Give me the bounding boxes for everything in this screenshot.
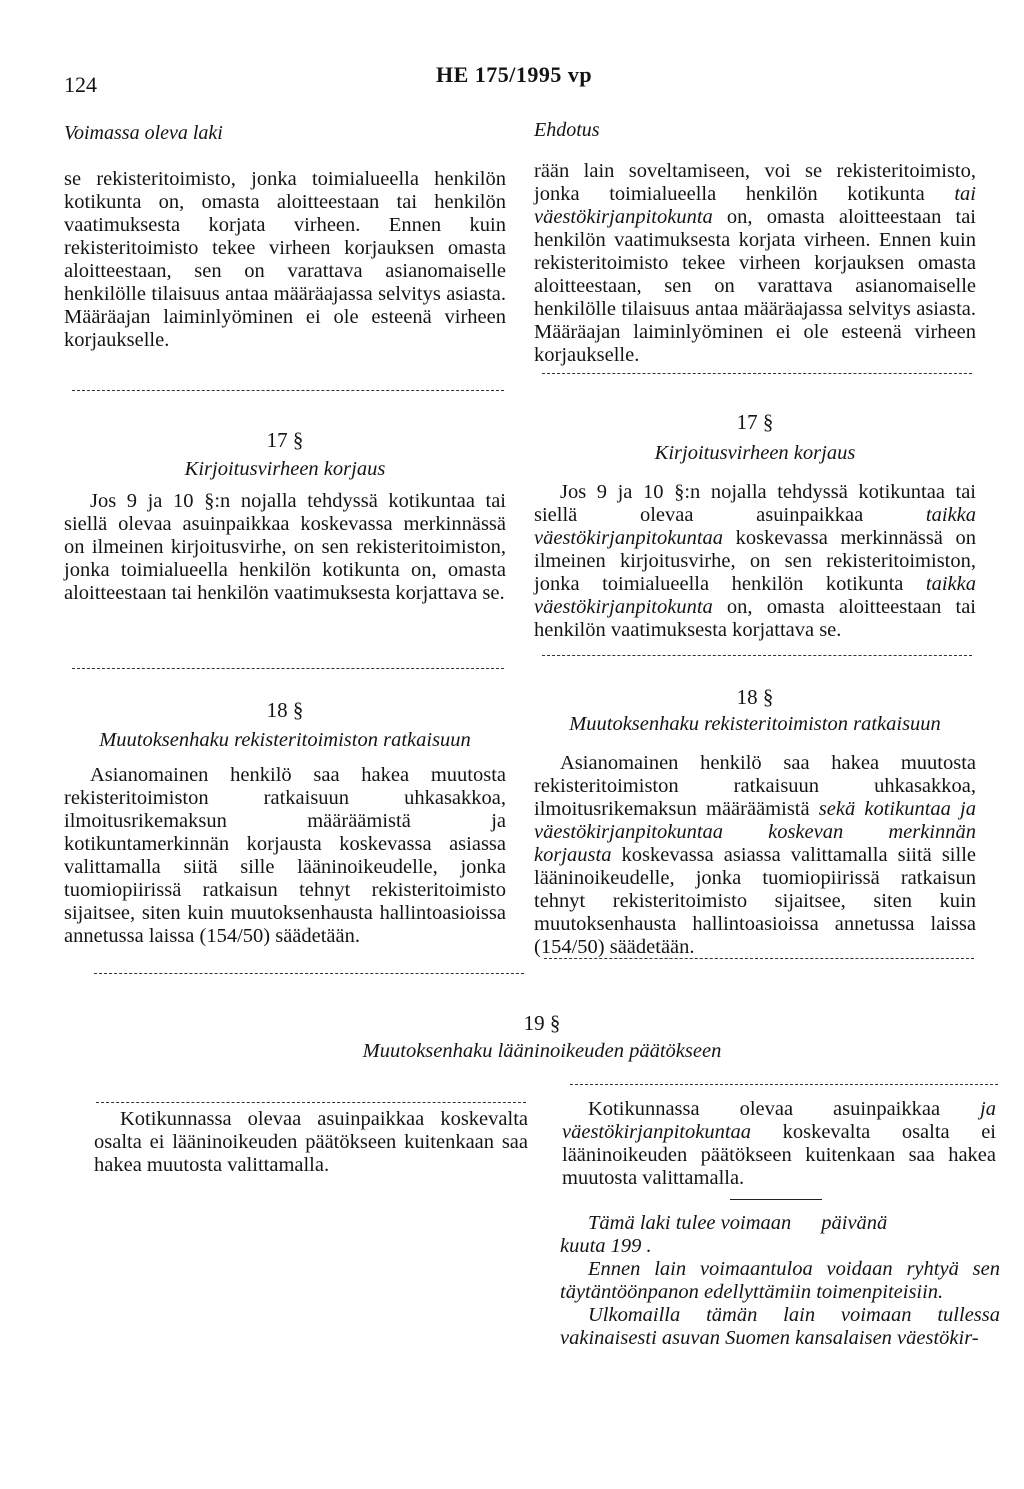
- right-section-19-text: Kotikunnassa olevaa asuinpaikkaa ja väestökirjanpitokuntaa koskevalta osalta ei lääninoikeuden päätökseen kuitenkaan saa hakea muutosta valittamalla.: [562, 1098, 996, 1189]
- left-separator-4: [96, 1102, 526, 1103]
- right-separator-4: [570, 1084, 998, 1085]
- right-section-17-number: 17 §: [736, 410, 774, 434]
- enactment-line-3: Ennen lain voimaantuloa voidaan ryhtyä sen täytäntöönpanon edellyttämiin toimenpiteisiin.: [560, 1258, 1000, 1303]
- document-id: HE 175/1995 vp: [436, 62, 593, 87]
- right-separator-2: [542, 655, 972, 656]
- enactment-line-2: kuuta 199 .: [560, 1235, 652, 1257]
- left-section-18-title: Muutoksenhaku rekisteritoimiston ratkaisuun: [99, 729, 471, 751]
- left-section-18-text: Asianomainen henkilö saa hakea muutosta rekisteritoimiston ratkaisuun uhkasakkoa, ilmoitusrikemaksun määräämistä ja kotikuntamerkinnän korjausta koskevassa asiassa valittamalla siitä sille lääninoikeudelle, jonka tuomiopiirissä ratkaisun tehnyt rekisteritoimisto sijaitsee, siten kuin muutoksenhausta hallintoasioissa annetussa laissa (154/50) säädetään.: [64, 764, 506, 947]
- enactment-clause: [560, 1212, 1000, 1350]
- right-section-17-text: Jos 9 ja 10 §:n nojalla tehdyssä kotikuntaa tai siellä olevaa asuinpaikkaa taikka väestökirjanpitokuntaa koskevassa merkinnässä on ilmeinen kirjoitusvirhe, on sen rekisteritoimiston, jonka toimialueella henkilön kotikunta taikka väestökirjanpitokunta on, omasta aloitteestaan tai henkilön vaatimuksesta korjattava se.: [534, 481, 976, 641]
- enactment-line-1: Tämä laki tulee voimaan: [588, 1212, 792, 1234]
- enactment-line-4: Ulkomailla tämän lain voimaan tullessa vakinaisesti asuvan Suomen kansalaisen väestökir-: [560, 1304, 1000, 1349]
- left-column-heading: Voimassa oleva laki: [64, 122, 223, 144]
- right-section-18-number: 18 §: [736, 685, 774, 709]
- page-number: 124: [64, 72, 97, 97]
- left-separator-1: [72, 390, 504, 391]
- section-19-title: Muutoksenhaku lääninoikeuden päätökseen: [362, 1040, 722, 1062]
- left-section-17-text: Jos 9 ja 10 §:n nojalla tehdyssä kotikuntaa tai siellä olevaa asuinpaikkaa koskevassa merkinnässä on ilmeinen kirjoitusvirhe, on sen rekisteritoimiston, jonka toimialueella henkilön kotikunta on, omasta aloitteestaan tai henkilön vaatimuksesta korjattava se.: [64, 490, 506, 604]
- left-separator-2: [72, 668, 504, 669]
- right-separator-1: [542, 373, 972, 374]
- section-19-number: 19 §: [523, 1011, 561, 1035]
- right-section-18-text: Asianomainen henkilö saa hakea muutosta rekisteritoimiston ratkaisuun uhkasakkoa, ilmoitusrikemaksun määräämistä sekä kotikuntaa ja väestökirjanpitokuntaa koskevan merkinnän korjausta koskevassa asiassa valittamalla siitä sille lääninoikeudelle, jonka tuomiopiirissä ratkaisun tehnyt rekisteritoimisto sijaitsee, siten kuin muutoksenhausta hallintoasioissa annetussa laissa (154/50) säädetään.: [534, 752, 976, 958]
- left-section-19-text: Kotikunnassa olevaa asuinpaikkaa koskevalta osalta ei lääninoikeuden päätökseen kuitenkaan saa hakea muutosta valittamalla.: [94, 1108, 528, 1176]
- enactment-date-word: päivänä: [821, 1212, 888, 1234]
- left-section-17-title: Kirjoitusvirheen korjaus: [184, 458, 386, 480]
- right-paragraph-1: rään lain soveltamiseen, voi se rekisteritoimisto, jonka toimialueella henkilön kotikunta tai väestökirjanpitokunta on, omasta aloitteestaan tai henkilön vaatimuksesta korjata virheen. Ennen kuin rekisteritoimisto tekee virheen korjauksen omasta aloitteestaan, sen on varattava asianomaiselle henkilölle tilaisuus antaa määräajassa selvitys asiasta. Määräajan laiminlyöminen ei ole esteenä virheen korjaukselle.: [534, 160, 976, 366]
- right-separator-3: [544, 958, 974, 959]
- left-section-17-number: 17 §: [266, 428, 304, 452]
- end-rule: [730, 1199, 822, 1200]
- left-paragraph-1: se rekisteritoimisto, jonka toimialueella henkilön kotikunta on, omasta aloitteestaan tai henkilön vaatimuksesta korjata virheen. Ennen kuin rekisteritoimisto tekee virheen korjauksen omasta aloitteestaan, sen on varattava asianomaiselle henkilölle tilaisuus antaa määräajassa selvitys asiasta. Määräajan laiminlyöminen ei ole esteenä virheen korjaukselle.: [64, 168, 506, 351]
- right-column-heading: Ehdotus: [534, 119, 600, 141]
- right-section-17-title: Kirjoitusvirheen korjaus: [654, 442, 856, 464]
- right-section-18-title: Muutoksenhaku rekisteritoimiston ratkaisuun: [569, 713, 941, 735]
- left-separator-3: [94, 973, 524, 974]
- left-section-18-number: 18 §: [266, 698, 304, 722]
